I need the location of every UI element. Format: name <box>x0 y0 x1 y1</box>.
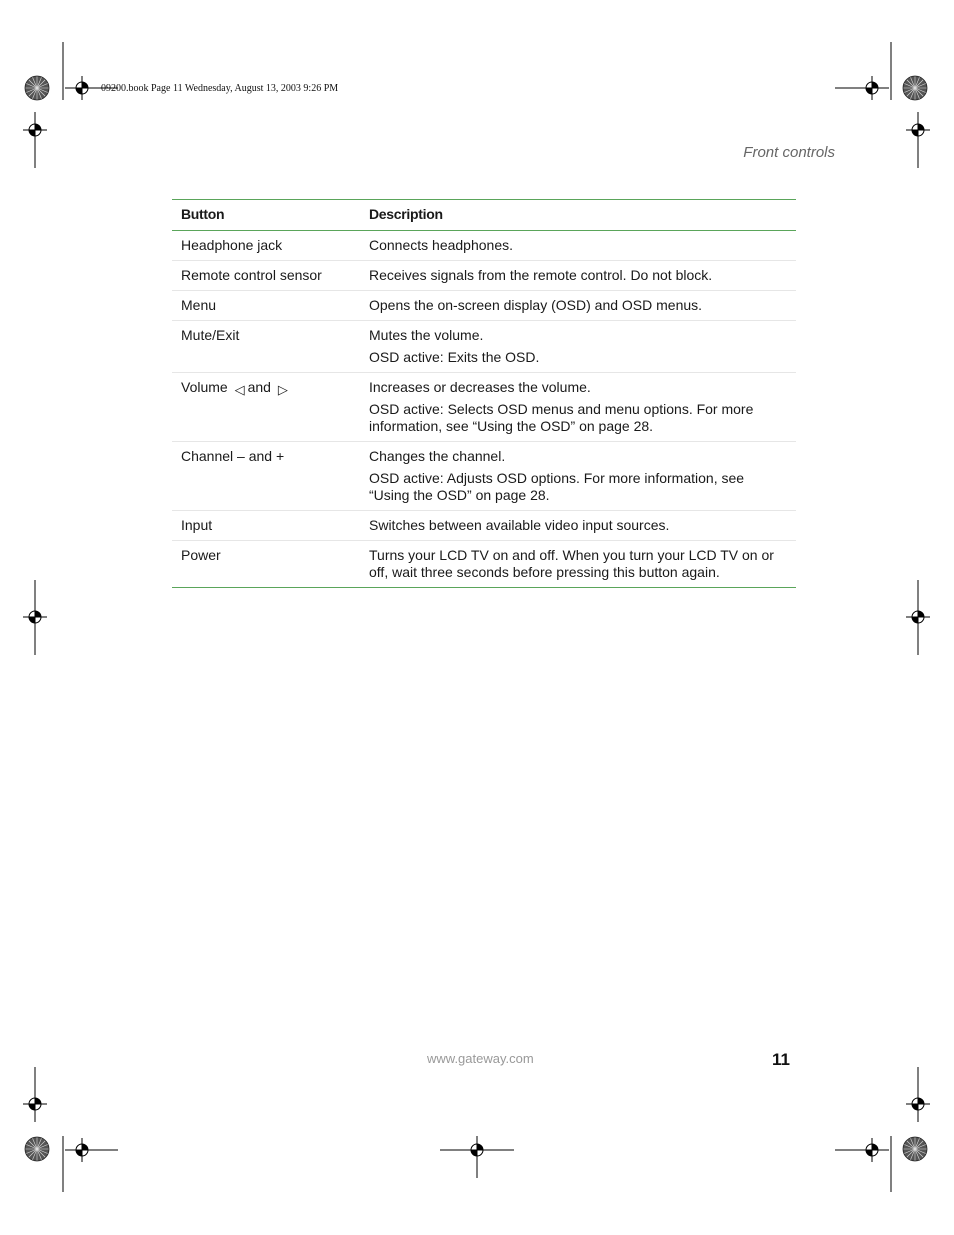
crosshair-mark <box>70 1138 94 1162</box>
front-controls-table <box>172 199 796 588</box>
starburst-mark <box>25 76 49 100</box>
table-row <box>172 442 796 511</box>
table-header-row <box>172 200 796 231</box>
description-line: Opens the on-screen display (OSD) and OSD menus. <box>369 297 703 313</box>
description-line: Turns your LCD TV on and off. When you turn your LCD TV on or off, wait three seconds before pressing this button again. <box>369 547 774 580</box>
crosshair-mark <box>906 118 930 142</box>
table-row <box>172 321 796 373</box>
description-line: Connects headphones. <box>369 237 513 253</box>
crosshair-mark <box>465 1138 489 1162</box>
description-line: Receives signals from the remote control. Do not block. <box>369 267 713 283</box>
table-row <box>172 231 796 261</box>
description-line: OSD active: Exits the OSD. <box>369 349 540 365</box>
right-triangle-icon: ▷ <box>277 382 288 397</box>
printer-slug: 09200.book Page 11 Wednesday, August 13, 2003 9:26 PM <box>101 83 339 94</box>
button-description <box>360 231 796 261</box>
button-name: Input <box>172 511 360 541</box>
button-description <box>360 321 796 373</box>
button-name: Remote control sensor <box>172 261 360 291</box>
section-title: Front controls <box>743 144 835 161</box>
button-description <box>360 373 796 442</box>
button-description <box>360 291 796 321</box>
crosshair-mark <box>906 1092 930 1116</box>
button-name-part: Volume <box>181 379 228 395</box>
starburst-mark <box>25 1137 49 1161</box>
crosshair-mark <box>860 1138 884 1162</box>
crosshair-mark <box>906 605 930 629</box>
description-line: OSD active: Selects OSD menus and menu options. For more information, see “Using the OSD” on page 28. <box>369 401 754 434</box>
crosshair-mark <box>70 76 94 100</box>
table-row <box>172 541 796 588</box>
table-row <box>172 373 796 442</box>
starburst-mark <box>903 1137 927 1161</box>
left-triangle-icon: ◁ <box>234 382 245 397</box>
button-name-part: and <box>247 379 271 395</box>
table-row <box>172 291 796 321</box>
description-line: Changes the channel. <box>369 448 506 464</box>
description-line: Increases or decreases the volume. <box>369 379 591 395</box>
button-name <box>172 373 360 442</box>
button-name: Headphone jack <box>172 231 360 261</box>
button-name: Channel – and + <box>172 442 360 511</box>
page-number: 11 <box>772 1050 790 1069</box>
button-description <box>360 511 796 541</box>
description-line: Switches between available video input sources. <box>369 517 670 533</box>
column-header-description: Description <box>360 200 796 231</box>
button-name: Mute/Exit <box>172 321 360 373</box>
button-description <box>360 442 796 511</box>
starburst-mark <box>903 76 927 100</box>
button-description <box>360 541 796 588</box>
footer-url: www.gateway.com <box>427 1051 534 1066</box>
table-row <box>172 261 796 291</box>
table-row <box>172 511 796 541</box>
crosshair-mark <box>23 605 47 629</box>
button-name: Menu <box>172 291 360 321</box>
crosshair-mark <box>23 118 47 142</box>
button-name: Power <box>172 541 360 588</box>
column-header-button: Button <box>172 200 360 231</box>
description-line: Mutes the volume. <box>369 327 484 343</box>
crosshair-mark <box>860 76 884 100</box>
crosshair-mark <box>23 1092 47 1116</box>
button-description <box>360 261 796 291</box>
description-line: OSD active: Adjusts OSD options. For more information, see “Using the OSD” on page 28. <box>369 470 745 503</box>
